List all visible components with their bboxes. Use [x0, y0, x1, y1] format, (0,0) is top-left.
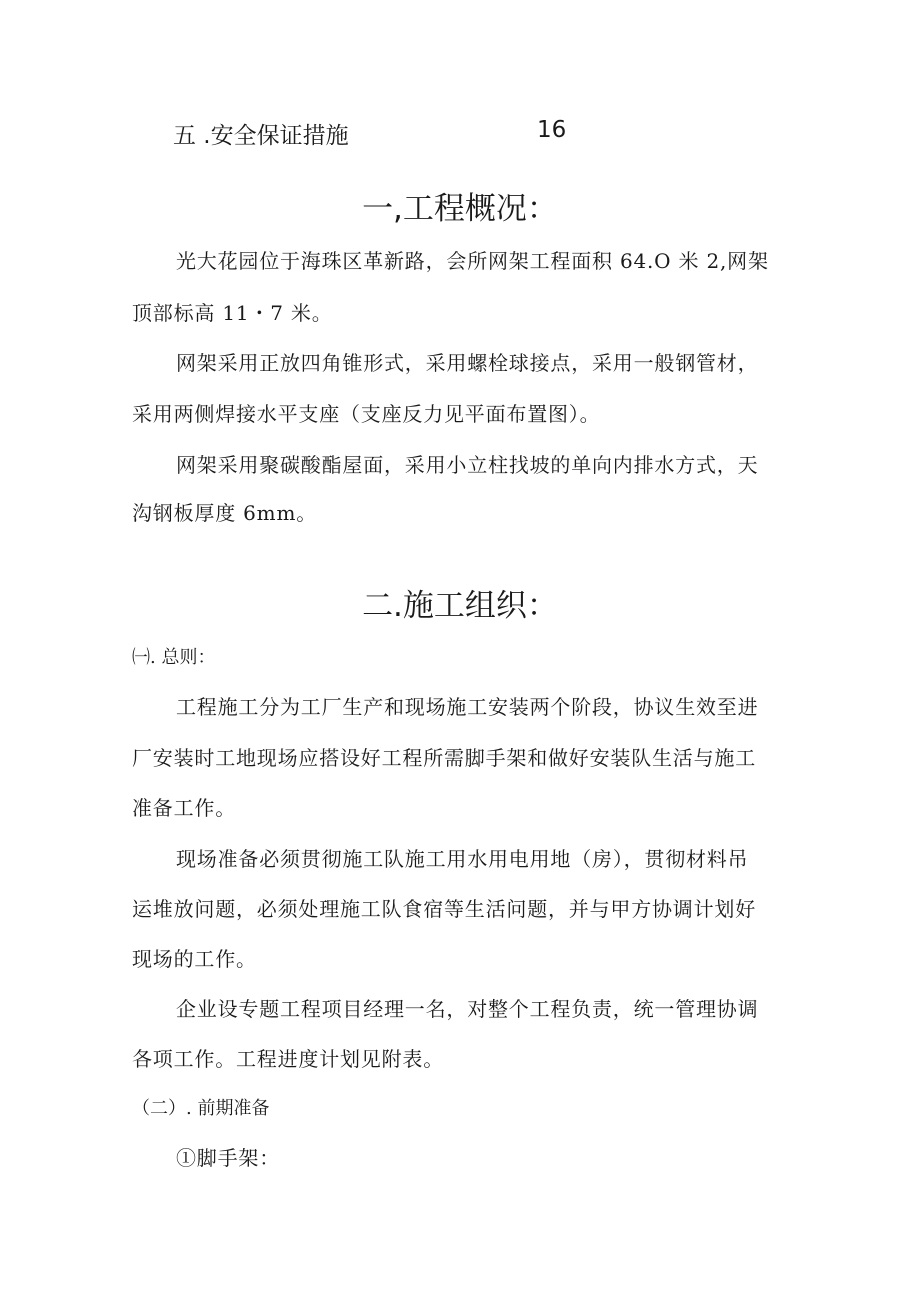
paragraph-line: 采用两侧焊接水平支座（支座反力见平面布置图）。 [132, 402, 601, 426]
subheading: ㈠. 总则： [132, 647, 216, 668]
paragraph-line: 企业设专题工程项目经理一名，对整个工程负责，统一管理协调 [176, 997, 759, 1021]
paragraph-line: 沟钢板厚度 6mm。 [132, 501, 318, 525]
section-heading: 二.施工组织： [362, 588, 558, 624]
section-heading: 一,工程概况： [362, 191, 558, 227]
toc-page-number: 16 [537, 117, 567, 143]
subheading: （二）. 前期准备 [132, 1098, 270, 1119]
paragraph-line: 网架采用聚碳酸酯屋面，采用小立柱找坡的单向内排水方式，天 [176, 453, 759, 477]
paragraph-line: 各项工作。工程进度计划见附表。 [132, 1047, 444, 1071]
paragraph-line: 准备工作。 [132, 796, 236, 820]
paragraph-line: 光大花园位于海珠区革新路，会所网架工程面积 64.O 米 2,网架 [176, 249, 769, 273]
paragraph-line: 顶部标高 11・7 米。 [132, 301, 333, 325]
paragraph-line: 运堆放问题，必须处理施工队食宿等生活问题，并与甲方协调计划好 [132, 897, 756, 921]
toc-title: 五 .安全保证措施 [173, 123, 349, 149]
paragraph-line: 现场准备必须贯彻施工队施工用水用电用地（房），贯彻材料吊 [176, 847, 749, 871]
paragraph-line: 现场的工作。 [132, 947, 257, 971]
paragraph-line: 厂安装时工地现场应搭设好工程所需脚手架和做好安装队生活与施工 [132, 746, 756, 770]
paragraph-line: 网架采用正放四角锥形式，采用螺栓球接点，采用一般钢管材， [176, 351, 759, 375]
paragraph-line: 工程施工分为工厂生产和现场施工安装两个阶段，协议生效至进 [176, 695, 759, 719]
list-item: ①脚手架： [176, 1146, 280, 1170]
